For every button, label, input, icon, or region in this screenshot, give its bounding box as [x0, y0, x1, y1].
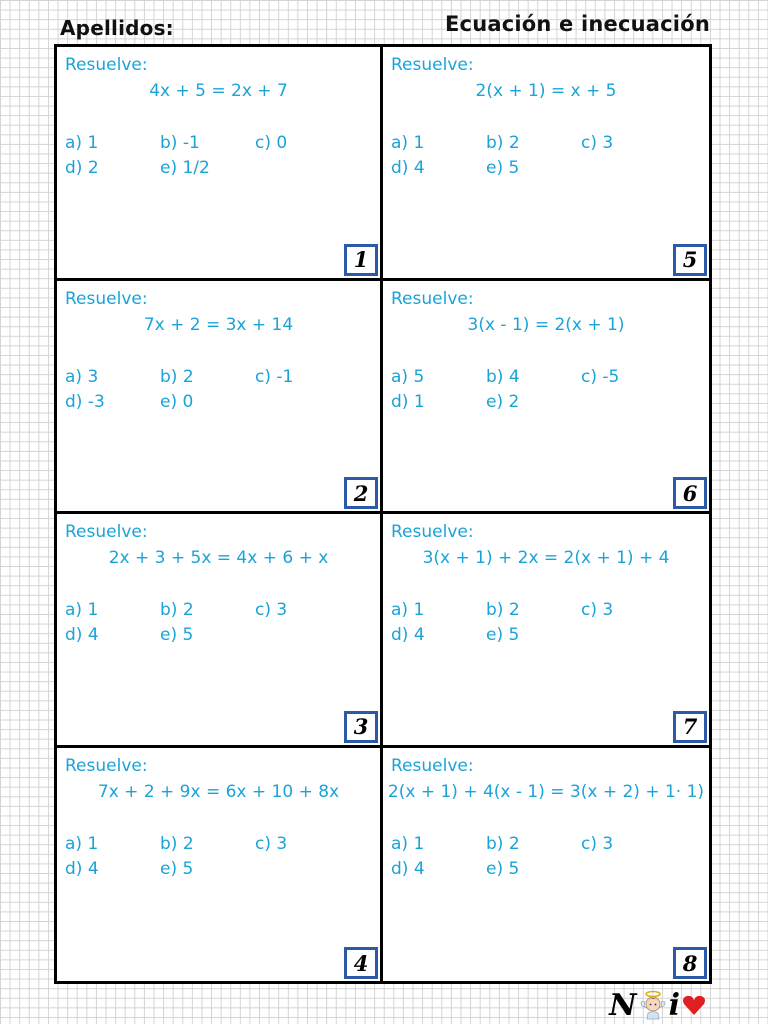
exercise-equation: 2(x + 1) = x + 5 [475, 81, 617, 101]
exercise-options [65, 131, 350, 181]
exercise-number: 2 [344, 477, 378, 509]
exercise-equation: 7x + 2 = 3x + 14 [143, 314, 294, 335]
exercise-equation: 2x + 3 + 5x = 4x + 6 + x [108, 548, 329, 568]
option-c: c) 3 [581, 833, 614, 854]
exercise-options [391, 598, 676, 648]
option-b: b) 2 [486, 133, 520, 153]
option-b: b) 2 [160, 366, 194, 387]
option-b: b) 2 [160, 833, 194, 854]
option-a: a) 1 [391, 833, 425, 854]
option-d: d) 4 [65, 625, 99, 645]
option-e: e) 5 [486, 158, 520, 178]
option-c: c) -5 [581, 366, 620, 387]
exercise-equation: 4x + 5 = 2x + 7 [149, 81, 288, 101]
surname-label: Apellidos: [60, 16, 174, 40]
exercise-card [383, 47, 709, 281]
exercise-number: 5 [673, 244, 707, 276]
exercise-prompt: Resuelve: [65, 288, 148, 309]
exercise-card [57, 281, 383, 515]
exercise-options [391, 832, 676, 882]
option-a: a) 1 [65, 133, 99, 153]
option-a: a) 1 [65, 833, 99, 854]
exercise-prompt: Resuelve: [65, 755, 148, 776]
exercise-equation: 2(x + 1) + 4(x - 1) = 3(x + 2) + 1· 1) [387, 781, 705, 802]
exercise-number: 7 [673, 711, 707, 743]
angel-icon [639, 990, 667, 1020]
option-d: d) 4 [391, 158, 425, 178]
exercise-number: 6 [673, 477, 707, 509]
exercise-card [57, 47, 383, 281]
heart-icon [682, 994, 706, 1016]
exercise-number: 8 [673, 947, 707, 979]
option-d: d) -3 [65, 391, 105, 412]
exercise-prompt: Resuelve: [65, 522, 148, 542]
exercise-options [65, 598, 350, 648]
option-a: a) 1 [391, 133, 425, 153]
option-b: b) 2 [160, 600, 194, 620]
exercise-card [57, 748, 383, 982]
option-e: e) 5 [160, 625, 194, 645]
exercise-prompt: Resuelve: [391, 55, 474, 75]
option-e: e) 5 [486, 625, 520, 645]
logo-letter-n: N [609, 987, 637, 1023]
option-c: c) 3 [581, 600, 614, 620]
option-c: c) 3 [255, 600, 288, 620]
exercise-prompt: Resuelve: [65, 55, 148, 75]
option-a: a) 3 [65, 366, 99, 387]
exercise-equation: 3(x + 1) + 2x = 2(x + 1) + 4 [422, 548, 670, 568]
option-d: d) 2 [65, 158, 99, 178]
option-b: b) -1 [160, 133, 200, 153]
option-c: c) 3 [581, 133, 614, 153]
exercise-prompt: Resuelve: [391, 288, 474, 309]
option-d: d) 1 [391, 391, 425, 412]
exercise-card [383, 514, 709, 748]
exercise-equation: 3(x - 1) = 2(x + 1) [467, 314, 625, 335]
exercise-prompt: Resuelve: [391, 522, 474, 542]
option-c: c) 0 [255, 133, 288, 153]
option-d: d) 4 [65, 858, 99, 879]
exercise-options [391, 131, 676, 181]
option-e: e) 5 [486, 858, 520, 879]
option-b: b) 4 [486, 366, 520, 387]
option-c: c) 3 [255, 833, 288, 854]
option-e: e) 2 [486, 391, 520, 412]
exercise-number: 4 [344, 947, 378, 979]
option-b: b) 2 [486, 833, 520, 854]
option-a: a) 1 [391, 600, 425, 620]
option-d: d) 4 [391, 858, 425, 879]
brand-logo [609, 988, 706, 1022]
option-a: a) 1 [65, 600, 99, 620]
exercise-card [383, 281, 709, 515]
option-e: e) 5 [160, 858, 194, 879]
option-d: d) 4 [391, 625, 425, 645]
exercise-prompt: Resuelve: [391, 755, 474, 776]
option-e: e) 1/2 [160, 158, 210, 178]
option-a: a) 5 [391, 366, 425, 387]
exercise-card [383, 748, 709, 982]
option-e: e) 0 [160, 391, 194, 412]
exercise-options [65, 832, 350, 882]
page-title: Ecuación e inecuación [445, 12, 710, 36]
exercise-number: 1 [344, 244, 378, 276]
exercise-grid [54, 44, 712, 984]
logo-letter-i: i [668, 987, 680, 1023]
exercise-options [65, 365, 350, 415]
exercise-card [57, 514, 383, 748]
option-c: c) -1 [255, 366, 294, 387]
option-b: b) 2 [486, 600, 520, 620]
exercise-options [391, 365, 676, 415]
exercise-number: 3 [344, 711, 378, 743]
exercise-equation: 7x + 2 + 9x = 6x + 10 + 8x [97, 781, 340, 802]
